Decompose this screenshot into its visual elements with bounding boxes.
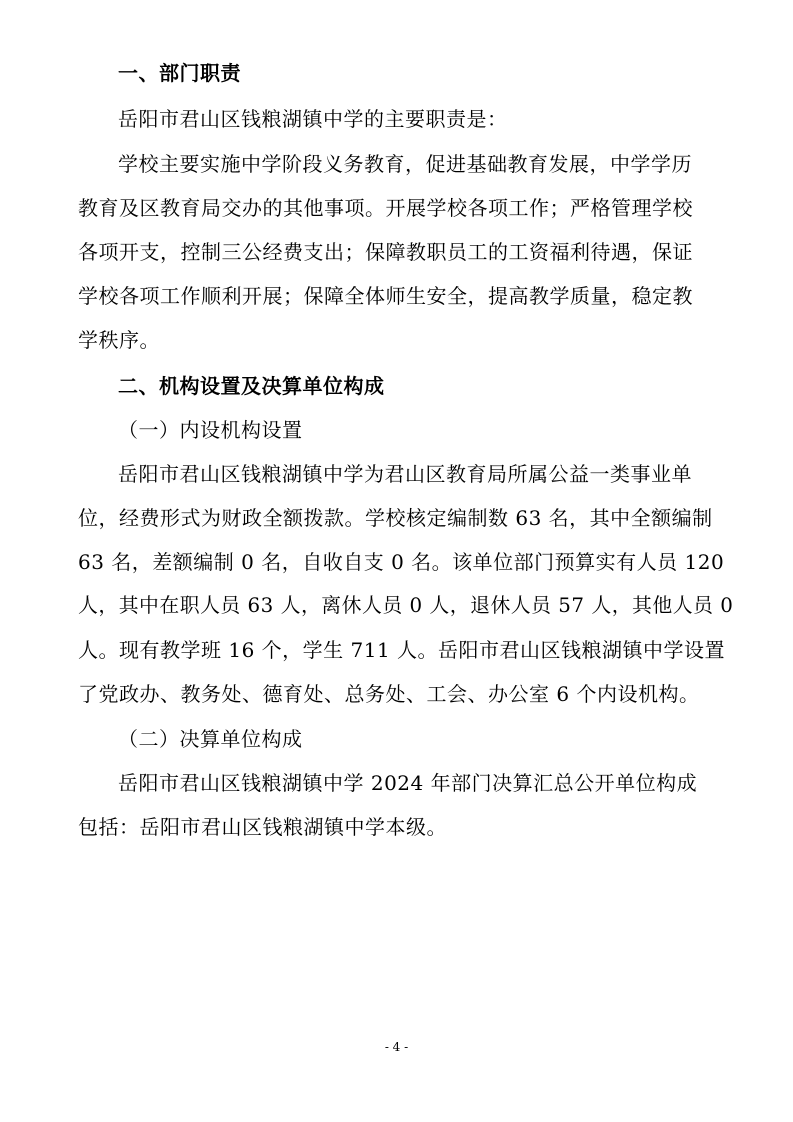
internal-line-4: 人，其中在职人员 63 人，离休人员 0 人，退休人员 57 人，其他人员 0 [78, 594, 734, 617]
internal-line-2: 位，经费形式为财政全额拨款。学校核定编制数 63 名，其中全额编制 [78, 506, 713, 530]
subsection-heading-units: （二）决算单位构成 [118, 727, 303, 751]
page-number: - 4 - [384, 1040, 409, 1054]
units-line-1: 岳阳市君山区钱粮湖镇中学 2024 年部门决算汇总公开单位构成 [118, 771, 698, 795]
section-heading-duties: 一、部门职责 [118, 61, 241, 85]
duties-line-4: 学校各项工作顺利开展；保障全体师生安全，提高教学质量，稳定教 [78, 284, 693, 308]
section-heading-organization: 二、机构设置及决算单位构成 [118, 374, 385, 398]
duties-line-5: 学秩序。 [78, 328, 160, 352]
internal-line-5: 人。现有教学班 16 个，学生 711 人。岳阳市君山区钱粮湖镇中学设置 [78, 638, 726, 662]
duties-line-2: 教育及区教育局交办的其他事项。开展学校各项工作；严格管理学校 [78, 196, 693, 220]
internal-line-3: 63 名，差额编制 0 名，自收自支 0 名。该单位部门预算实有人员 120 [78, 550, 725, 574]
duties-line-3: 各项开支，控制三公经费支出；保障教职员工的工资福利待遇，保证 [78, 240, 693, 264]
internal-line-6: 了党政办、教务处、德育处、总务处、工会、办公室 6 个内设机构。 [78, 682, 700, 706]
duties-line-1: 学校主要实施中学阶段义务教育，促进基础教育发展，中学学历 [118, 152, 692, 176]
units-line-2: 包括：岳阳市君山区钱粮湖镇中学本级。 [78, 815, 447, 839]
subsection-heading-internal: （一）内设机构设置 [118, 418, 303, 442]
duties-intro: 岳阳市君山区钱粮湖镇中学的主要职责是： [118, 107, 508, 131]
internal-line-1: 岳阳市君山区钱粮湖镇中学为君山区教育局所属公益一类事业单 [118, 462, 692, 486]
